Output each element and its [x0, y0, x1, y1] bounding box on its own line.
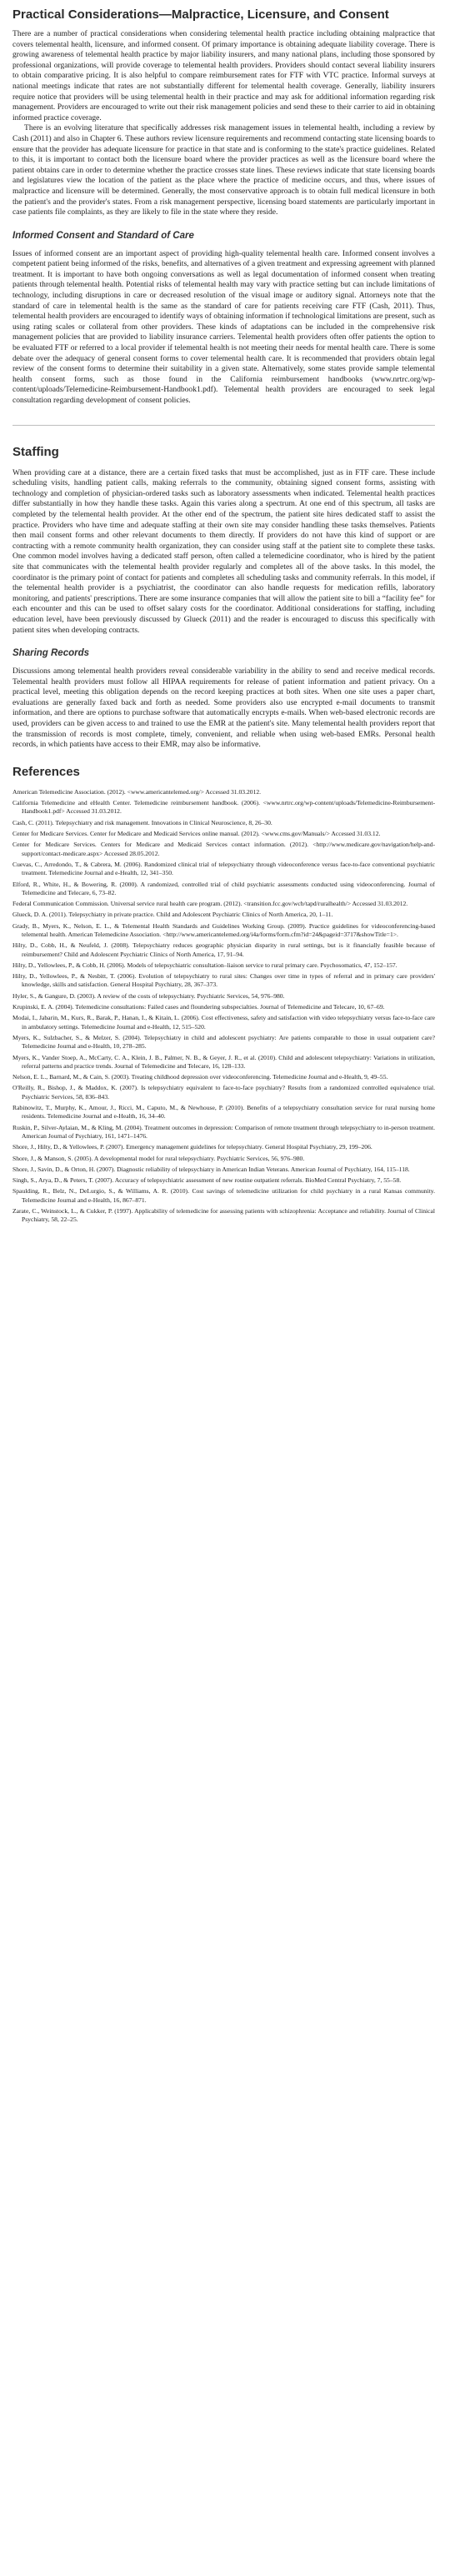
paragraph: When providing care at a distance, there are a certain fixed tasks that must be accomplished, just as in FTF care. These include scheduling visits, handling patient calls, making referrals to the community, obtaining signed consent forms, assisting with technology and completion of physician-ordered tasks such as laboratory assessments when indicated. Telemental health practices differ substantially in how they handle these tasks. Again this varies along a spectrum. At one end of this spectrum, all tasks are completed by the telemental health provider. At the other end of the spectrum, the patient site hires dedicated staff to assist the practice. Providers who have time and adequate staffing at their own site may consider handling these tasks themselves. Patients then mail consent forms and other relevant documents to them directly. If providers do not have this kind of support or are contracting with a remote community health organization, they can consider using staff at the patient site to complete these tasks. One common model involves having a dedicated staff person, often called a telemedicine coordinator, who is hired by the patient site that communicates with the telemental health provider regularly and completes all of the above tasks. In this model, the coordinator is the primary point of contact for patients and completes all scheduling tasks and community referrals. In this model, if the telemental health provider is a psychiatrist, the coordinator can also handle requests for medication refills, laboratory monitoring, and patients' prescriptions. There are some insurance companies that will allow the patient site to bill a “facility fee” for each encounter and this can be used to offset salary costs for the coordinator. Additional considerations for staffing, including education level, have been previously discussed by Glueck (2011) and the reader is encouraged to discuss this specifically with patient sites when developing contracts.: [12, 467, 435, 635]
document-page: [0, 0, 450, 1225]
section-title-references: References: [12, 764, 80, 779]
reference-item: Center for Medicare Services. Center for Medicare and Medicaid Services online manual. (2012). <www.cms.gov/Manuals/> Accessed 31.03.12.: [12, 830, 381, 838]
paragraph: Discussions among telemental health providers reveal considerable variability in the ability to send and receive medical records. Telemental health providers must follow all HIPAA requirements for release of patient information and patient privacy. On a practical level, meeting this obligation depends on the record keeping practices at both sites. When one site uses a paper chart, evaluations are generally faxed back and forth as needed. Some providers also use encrypted e-mail documents to transmit information, and there are options to purchase software that automatically encrypts e-mails. When web-based electronic records are used, providers can be given access to and trained to use the EMR at the patient's site. Many telemental health providers report that the transmission of records is most complete, timely, convenient, and reliable when using web-based EMRs. Personal health records, in which patients have access to their EMR, may also be informative.: [12, 666, 435, 750]
reference-item: Modai, I., Jabarin, M., Kurs, R., Barak, P., Hanan, I., & Kitain, L. (2006). Cost effectiveness, safety and satisfaction with video telepsychiatry versus face-to-face care in ambulatory settings. Telemedicine Journal and e-Health, 12, 515–520.: [12, 1014, 435, 1031]
paragraph: There is an evolving literature that specifically addresses risk management issues in telemental health, including a review by Cash (2011) and also in Chapter 6. These authors review licensure requirements and recommend contacting state licensing boards to ensure that the provider has adequate licensure for practice in that state and is conforming to the state's practice guidelines. Related to this, it is important to contact both the licensure board where the provider practices as well as the licensure board where the patient obtains care in order to determine whether the practice crosses state lines. These reviews indicate that state licensing boards and legislatures view the location of the patient as the place where the practice of medicine occurs, and thus, where issues of malpractice and licensure will be determined. Generally, the most conservative approach is to obtain full medical licensure in both the patient's and the provider's states. From a risk management perspective, licensing board statements are particularly important in case patients file complaints, as they are likely to file in the state where they reside.: [12, 123, 435, 217]
sharing-records-text: [12, 666, 435, 751]
informed-consent-text: [12, 249, 435, 407]
reference-item: American Telemedicine Association. (2012). <www.americantelemed.org/> Accessed 31.03.2012.: [12, 787, 262, 796]
reference-item: Myers, K., Vander Stoep, A., McCarty, C. A., Klein, J. B., Palmer, N. B., & Geyer, J. R., et al. (2010). Child and adolescent telepsychiatry: Variations in utilization, referral patterns and practice trends. Journal of Telemedicine and Telecare, 16, 128–133.: [12, 1053, 435, 1070]
reference-item: Hilty, D., Yellowlees, P., & Nesbitt, T. (2006). Evolution of telepsychiatry to rural sites: Changes over time in types of referral and in primary care providers' knowledge, skills and satisfaction. General Hospital Psychiatry, 28, 367–373.: [12, 972, 435, 989]
reference-item: Shore, J., Hilty, D., & Yellowlees, P. (2007). Emergency management guidelines for telepsychiatry. General Hospital Psychiatry, 29, 199–206.: [12, 1143, 372, 1151]
reference-item: Grady, B., Myers, K., Nelson, E. L., & Telemental Health Standards and Guidelines Working Group. (2009). Practice guidelines for videoconferencing-based telemental health. American Telemedicine Association. <http://www.americantelemed.org/i4a/forms/form.cfm?id=24&pageid=3717&showTitle=1>.: [12, 921, 435, 938]
section-divider: [12, 425, 435, 426]
reference-item: Ruskin, P., Silver-Aylaian, M., & Kling, M. (2004). Treatment outcomes in depression: Comparison of remote treatment through telepsychiatry to in-person treatment. American Journal of Psychiatry, 161, 1471–1476.: [12, 1123, 435, 1140]
reference-item: Elford, R., White, H., & Bowering, R. (2000). A randomized, controlled trial of child psychiatric assessments conducted using videoconferencing. Journal of Telemedicine and Telecare, 6, 73–82.: [12, 880, 435, 896]
subsection-title-informed-consent: Informed Consent and Standard of Care: [12, 230, 194, 241]
paragraph: There are a number of practical considerations when considering telemental health practice including obtaining malpractice that covers telemental health, licensure, and informed consent. Of primary importance is obtaining adequate liability coverage. There is growing awareness of telemental health practice by major liability insurers, and many national plans, including those sponsored by professional organizations, will provide coverage to telemental health providers. Providers should contact several liability insurers to obtain comparative pricing. It is also helpful to compare reimbursement rates for FTF with VTC practice. Informal surveys at national meetings indicate that rates are not substantially different for telemental health coverage. Generally, liability insurers require notice that providers will be using telemental health in their practice and may ask for additional information regarding risk management. Providers are encouraged to write out their risk management policies and send these to their carrier to aid in obtaining informed practice coverage.: [12, 29, 435, 122]
reference-item: Singh, S., Arya, D., & Peters, T. (2007). Accuracy of telepsychiatric assessment of new routine outpatient referrals. BioMed Central Psychiatry, 7, 55–58.: [12, 1176, 402, 1185]
reference-item: Shore, J., & Manson, S. (2005). A developmental model for rural telepsychiatry. Psychiatric Services, 56, 976–980.: [12, 1154, 305, 1162]
reference-item: Zarate, C., Weinstock, L., & Cukker, P. (1997). Applicability of telemedicine for assessing patients with schizophrenia: Acceptance and reliability. Journal of Clinical Psychiatry, 58, 22–25.: [12, 1207, 435, 1224]
reference-item: Rabinowitz, T., Murphy, K., Amour, J., Ricci, M., Caputo, M., & Newhouse, P. (2010). Benefits of a telepsychiatry consultation service for rural nursing home residents. Telemedicine Journal and e-Health, 16, 34–40.: [12, 1104, 435, 1121]
reference-item: Hyler, S., & Gangure, D. (2003). A review of the costs of telepsychiatry. Psychiatric Services, 54, 976–980.: [12, 991, 285, 1000]
reference-item: Hilty, D., Yellowlees, P., & Cobb, H. (2006). Models of telepsychiatric consultation–liaison service to rural primary care. Psychosomatics, 47, 152–157.: [12, 961, 398, 969]
intro-text: [12, 29, 435, 218]
paragraph: Issues of informed consent are an important aspect of providing high-quality telemental health care. Informed consent involves a competent patient being informed of the risks, benefits, and alternatives of a given treatment and expressing agreement with planned treatment. It is important to have both ongoing conversations as well as legal documentation of informed consent when treating patients through telemental health. Potential risks of telemental health may vary with practice setting but can include limitations of technology, including disruptions in care or decreased resolution of the visual image or auditory signal. Attorneys note that the standard of care in telemental health is the same as the standard of care for patients receiving care FTF (Cash, 2011). Thus, telemental health providers are encouraged to identify ways of obtaining information if technological limitations are present, such as using rating scales or collateral from other providers. These kinds of adaptations can be included in the comprehensive risk management policies that are provided to liability insurance carriers. Telemental health providers often offer patients the option to be evaluated FTF or referred to a local provider if telemental health is not meeting their needs for mental health care. There is some debate over the adequacy of general consent forms to cover telemental health care. It is recommended that providers obtain legal review of the consent forms to determine their suitability in a given state. Alternatively, some states provide sample telemental health consent forms, such as those found in the California reimbursement handbooks (www.nrtrc.org/wp-content/uploads/Telemedicine-Reimbursement-Handbook1.pdf). Telemental health providers are encouraged to seek legal consultation regarding development of consent policies.: [12, 248, 435, 405]
section-title-staffing: Staffing: [12, 444, 59, 459]
reference-item: Nelson, E. L., Barnard, M., & Cain, S. (2003). Treating childhood depression over videoconferencing. Telemedicine Journal and e-Health, 9, 49–55.: [12, 1073, 388, 1081]
reference-item: Krupinski, E. A. (2004). Telemedicine consultations: Failed cases and floundering subspecialties. Journal of Telemedicine and Telecare, 10, 67–69.: [12, 1003, 385, 1011]
reference-item: Glueck, D. A. (2011). Telepsychiatry in private practice. Child and Adolescent Psychiatric Clinics of North America, 20, 1–11.: [12, 911, 333, 919]
reference-item: Federal Communication Commission. Universal service rural health care program. (2012). <transition.fcc.gov/wcb/tapd/ruralhealth/> Accessed 31.03.2012.: [12, 900, 408, 908]
reference-item: Cuevas, C., Arredondo, T., & Cabrera, M. (2006). Randomized clinical trial of telepsychiatry through videoconference versus face-to-face conventional psychiatric treatment. Telemedicine Journal and e-Health, 12, 341–350.: [12, 860, 435, 877]
staffing-text: [12, 468, 435, 637]
section-title-practical-considerations: Practical Considerations—Malpractice, Licensure, and Consent: [12, 7, 389, 22]
reference-item: O'Reilly, R., Bishop, J., & Maddox, K. (2007). Is telepsychiatry equivalent to face-to-face psychiatry? Results from a randomized controlled equivalence trial. Psychiatric Services, 58, 836–843.: [12, 1084, 435, 1101]
reference-item: Spaulding, R., Belz, N., DeLurgio, S., & Williams, A. R. (2010). Cost savings of telemedicine utilization for child psychiatry in a rural Kansas community. Telemedicine Journal and e-Health, 16, 867–871.: [12, 1187, 435, 1204]
reference-item: Hilty, D., Cobb, H., & Neufeld, J. (2008). Telepsychiatry reduces geographic physician disparity in rural settings, but is it financially feasible because of reimbursement? Child and Adolescent Psychiatric Clinics of North America, 17, 91–94.: [12, 941, 435, 958]
reference-item: Shore, J., Savin, D., & Orton, H. (2007). Diagnostic reliability of telepsychiatry in American Indian Veterans. American Journal of Psychiatry, 164, 115–118.: [12, 1165, 410, 1173]
reference-item: Myers, K., Sulzbacher, S., & Melzer, S. (2004). Telepsychiatry in child and adolescent psychiatry: Are patients comparable to those in usual outpatient care? Telemedicine Journal and e-Health, 10, 278–285.: [12, 1033, 435, 1051]
reference-item: Cash, C. (2011). Telepsychiatry and risk management. Innovations in Clinical Neuroscience, 8, 26–30.: [12, 818, 272, 826]
reference-item: Center for Medicare Services. Centers for Medicare and Medicaid Services contact information. (2012). <http://www.medicare.gov/navigation/help-and-support/contact-medicare.aspx> Accessed 28.05.2012.: [12, 841, 435, 857]
reference-list: [12, 788, 435, 1225]
reference-item: California Telemedicine and eHealth Center. Telemedicine reimbursement handbook. (2006). <www.nrtrc.org/wp-content/uploads/Telemedicine-Reimbursement-Handbook1.pdf> Accessed 31.03.2012.: [12, 799, 435, 816]
subsection-title-sharing-records: Sharing Records: [12, 648, 90, 659]
